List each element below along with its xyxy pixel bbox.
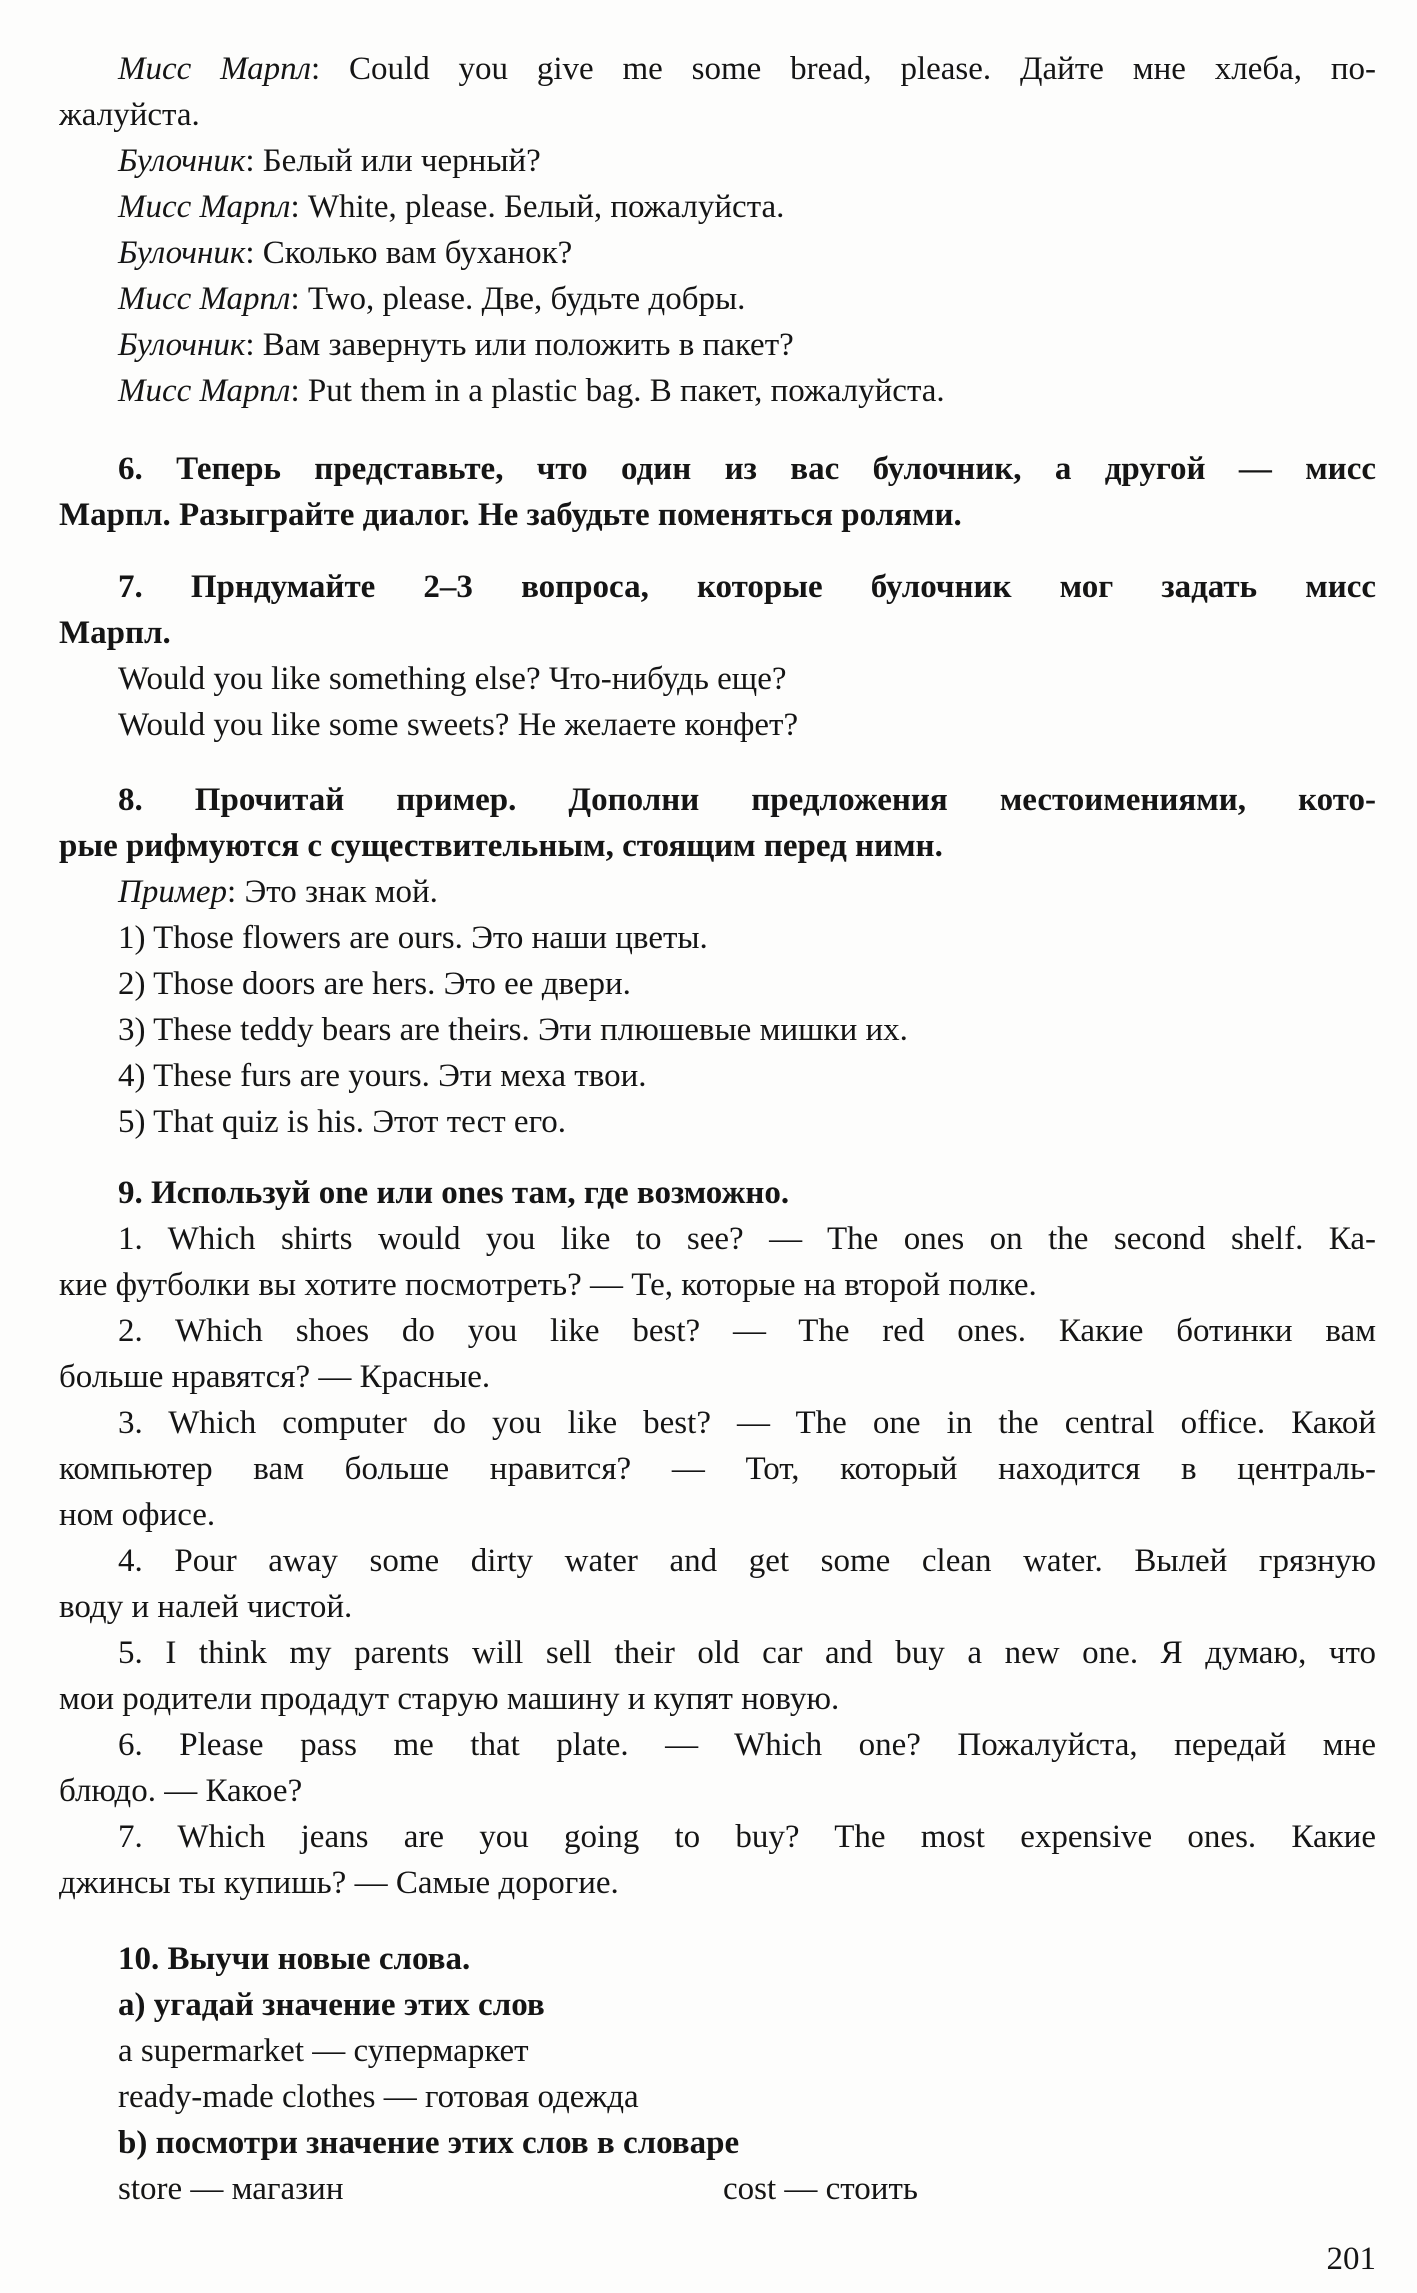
text-line: 1. Which shirts would you like to see? — The ones on the second shelf. Ка- [118, 1221, 1376, 1257]
example-line: Would you like something else? Что-нибудь еще? [118, 661, 787, 697]
dialog-line [59, 46, 1376, 92]
speaker-name: Булочник [118, 327, 246, 363]
text-line: джинсы ты купишь? — Самые дорогие. [59, 1865, 619, 1901]
subheading-b: b) посмотри значение этих слов в словаре [118, 2125, 740, 2161]
speaker-name: Булочник [118, 143, 246, 179]
speaker-name: Мисс Марпл [118, 281, 291, 317]
text-line: компьютер вам больше нравится? — Тот, который находится в централь- [59, 1451, 1376, 1487]
page-number: 201 [1326, 2241, 1376, 2277]
dialog-text: : Two, please. Две, будьте добры. [290, 281, 746, 317]
dialog-text: : Could you give me some bread, please. Дайте мне хлеба, по- [311, 51, 1376, 87]
example-line: Would you like some sweets? Не желаете конфет? [118, 707, 799, 743]
vocabulary-item: store — магазин [118, 2171, 344, 2207]
list-item: 5) That quiz is his. Этот тест его. [118, 1104, 567, 1140]
subheading-a: a) угадай значение этих слов [118, 1987, 545, 2023]
dialog-line [59, 368, 1376, 414]
exercise-heading: Марпл. Разыграйте диалог. Не забудьте поменяться ролями. [59, 497, 962, 533]
vocabulary-item: cost — стоить [723, 2171, 918, 2207]
text-line: 7. Which jeans are you going to buy? The most expensive ones. Какие [118, 1819, 1376, 1855]
text-line: 3. Which computer do you like best? — The one in the central office. Какой [118, 1405, 1376, 1441]
text-line: больше нравятся? — Красные. [59, 1359, 491, 1395]
dialog [59, 46, 1376, 414]
example-line [59, 869, 1376, 915]
exercise-6 [59, 446, 1376, 538]
text-line: ном офисе. [59, 1497, 216, 1533]
text-line: 4. Pour away some dirty water and get some clean water. Вылей грязную [118, 1543, 1376, 1579]
exercise-8 [59, 777, 1376, 1145]
exercise-7 [59, 564, 1376, 748]
text-line: 6. Please pass me that plate. — Which one? Пожалуйста, передай мне [118, 1727, 1376, 1763]
vocabulary-row [59, 2166, 1376, 2212]
exercise-9 [59, 1170, 1376, 1906]
text-line: мои родители продадут старую машину и купят новую. [59, 1681, 840, 1717]
text-line: воду и налей чистой. [59, 1589, 353, 1625]
example-text: : Это знак мой. [227, 874, 438, 910]
dialog-line [59, 184, 1376, 230]
dialog-text: : Put them in a plastic bag. В пакет, пожалуйста. [290, 373, 945, 409]
dialog-text: жалуйста. [59, 97, 200, 133]
list-item: 1) Those flowers are ours. Это наши цветы. [118, 920, 708, 956]
vocabulary-item: ready-made clothes — готовая одежда [118, 2079, 639, 2115]
example-label: Пример [118, 874, 228, 910]
speaker-name: Мисс Марпл [118, 51, 312, 87]
exercise-heading: 10. Выучи новые слова. [118, 1941, 471, 1977]
text-line: блюдо. — Какое? [59, 1773, 303, 1809]
text-line: кие футболки вы хотите посмотреть? — Те, которые на второй полке. [59, 1267, 1037, 1303]
exercise-heading: Марпл. [59, 615, 171, 651]
text-line: 2. Which shoes do you like best? — The red ones. Какие ботинки вам [118, 1313, 1376, 1349]
list-item: 4) These furs are yours. Эти меха твои. [118, 1058, 647, 1094]
speaker-name: Булочник [118, 235, 246, 271]
exercise-heading: 8. Прочитай пример. Дополни предложения местоимениями, кото- [118, 782, 1376, 818]
dialog-text: : Сколько вам буханок? [245, 235, 573, 271]
exercise-heading: рые рифмуются с существительным, стоящим перед нимн. [59, 828, 943, 864]
dialog-line [59, 322, 1376, 368]
dialog-line [59, 92, 1376, 138]
exercise-10 [59, 1936, 1376, 2212]
text-line: 5. I think my parents will sell their old car and buy a new one. Я думаю, что [118, 1635, 1376, 1671]
exercise-heading: 7. Прндумайте 2–3 вопроса, которые булочник мог задать мисс [118, 569, 1376, 605]
dialog-text: : White, please. Белый, пожалуйста. [290, 189, 785, 225]
exercise-heading: 6. Теперь представьте, что один из вас булочник, а другой — мисс [118, 451, 1376, 487]
list-item: 2) Those doors are hers. Это ее двери. [118, 966, 631, 1002]
dialog-text: : Белый или черный? [245, 143, 541, 179]
dialog-line [59, 276, 1376, 322]
dialog-text: : Вам завернуть или положить в пакет? [245, 327, 794, 363]
dialog-line [59, 138, 1376, 184]
dialog-line [59, 230, 1376, 276]
speaker-name: Мисс Марпл [118, 373, 291, 409]
speaker-name: Мисс Марпл [118, 189, 291, 225]
vocabulary-item: a supermarket — супермаркет [118, 2033, 529, 2069]
list-item: 3) These teddy bears are theirs. Эти плюшевые мишки их. [118, 1012, 908, 1048]
exercise-heading: 9. Используй one или ones там, где возможно. [118, 1175, 790, 1211]
